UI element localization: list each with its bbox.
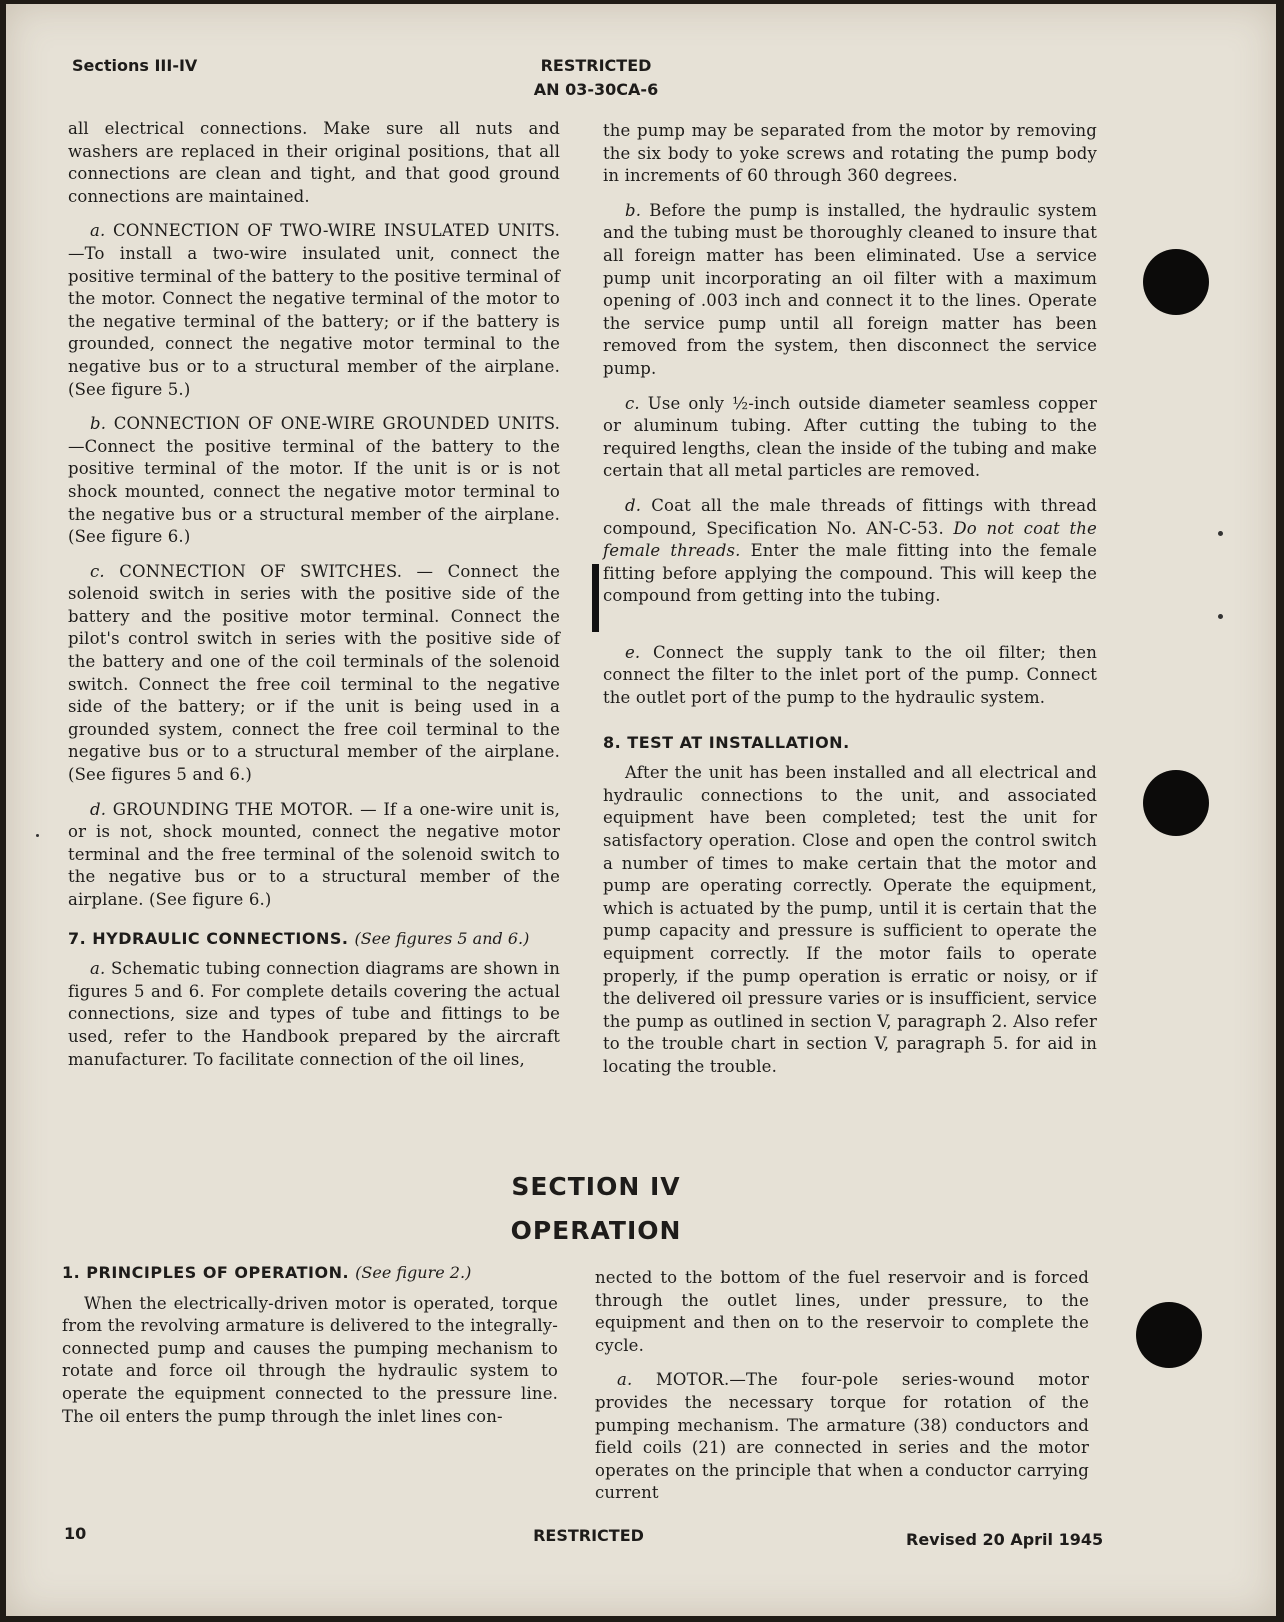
paragraph-warning: Do not coat the female threads. — [603, 518, 1097, 561]
paragraph-text: CONNECTION OF ONE-WIRE GROUNDED UNITS.—Connect the positive terminal of the battery to the positive terminal of the motor. If the unit is or is not shock mounted, connect the negative motor terminal to the negative bus or a structural member of the airplane. (See figure 6.) — [68, 414, 560, 547]
heading-principles-of-operation — [62, 1262, 558, 1285]
heading-reference: (See figures 5 and 6.) — [354, 928, 530, 948]
paragraph-text: GROUNDING THE MOTOR. — If a one-wire unit is, or is not, shock mounted, connect the negative motor terminal and the free terminal of the solenoid switch to the negative bus or to a structural member of the airplane. (See figure 6.) — [68, 799, 560, 909]
paragraph-7e — [603, 642, 1097, 710]
paragraph-continued: the pump may be separated from the motor by removing the six body to yoke screws and rotating the pump body in increments of 60 through 360 degrees. — [603, 121, 1097, 186]
heading-title: 1. PRINCIPLES OF OPERATION. — [62, 1263, 350, 1282]
paragraph-text: MOTOR.—The four-pole series-wound motor provides the necessary torque for rotation of the pumping mechanism. The armature (38) conductors and field coils (21) are connected in series and the motor operates on the principle that when a conductor carrying current — [595, 1370, 1089, 1503]
paragraph-letter: d. — [625, 495, 642, 515]
document-page — [6, 4, 1276, 1616]
paragraph-7c — [603, 393, 1097, 483]
binder-hole — [1136, 1302, 1202, 1368]
paragraph-text: Before the pump is installed, the hydraulic system and the tubing must be thoroughly cleaned to insure that all foreign matter has been eliminated. Use a service pump unit incorporating an oil filter with a maximum opening of .003 inch and connect it to the lines. Operate the service pump until all foreign matter has been removed from the system, then disconnect the service pump. — [603, 200, 1097, 378]
paragraph-text: CONNECTION OF TWO-WIRE INSULATED UNITS.—To install a two-wire insulated unit, connect the positive terminal of the battery to the positive terminal of the motor. Connect the negative terminal of the motor to the negative terminal of the battery; or if the battery is grounded, connect the negative motor terminal to the negative bus or to a structural member of the airplane. (See figure 5.) — [68, 221, 560, 399]
binder-hole — [1143, 249, 1209, 315]
paragraph-text: Schematic tubing connection diagrams are shown in figures 5 and 6. For complete details covering the actual connections, size and types of tube and fittings to be used, refer to the Handbook prepared by the aircraft manufacturer. To facilitate connection of the oil lines, — [68, 959, 560, 1069]
column-2 — [603, 120, 1097, 1091]
paragraph-1a — [595, 1369, 1089, 1505]
classification-label-footer: RESTRICTED — [533, 1526, 644, 1545]
ink-speck — [36, 834, 39, 837]
paragraph-letter: c. — [625, 393, 640, 413]
revision-change-bar — [592, 564, 599, 632]
paragraph-letter: b. — [90, 414, 107, 434]
ink-speck — [1218, 531, 1223, 536]
paragraph-text: CONNECTION OF SWITCHES. — Connect the solenoid switch in series with the positive side of the battery and the positive motor terminal. Connect the pilot's control switch in series with the positive side of the battery and one of the coil terminals of the solenoid switch. Connect the free coil terminal to the negative side of the battery; or if the unit is being used in a grounded system, connect the free coil terminal to the negative bus or to a structural member of the airplane. (See figures 5 and 6.) — [68, 561, 560, 785]
column-1 — [68, 118, 560, 1083]
paragraph-letter: b. — [625, 200, 642, 220]
document-number: AN 03-30CA-6 — [533, 80, 659, 99]
heading-reference: (See figure 2.) — [355, 1263, 472, 1282]
section-number: SECTION IV — [511, 1172, 681, 1201]
heading-title: 7. HYDRAULIC CONNECTIONS. — [68, 928, 349, 948]
paragraph-8: After the unit has been installed and all electrical and hydraulic connections to the unit, and associated equipment have been completed; test the unit for satisfactory operation. Close and open the control switch a number of times to make certain that the motor and pump are operating correctly. Operate the equipment, which is actuated by the pump, until it is certain that the pump capacity and pressure is sufficient to operate the equipment correctly. If the motor fails to operate properly, if the pump operation is erratic or noisy, or if the delivered oil pressure varies or is insufficient, service the pump as outlined in section V, paragraph 2. Also refer to the trouble chart in section V, paragraph 5. for aid in locating the trouble. — [603, 763, 1097, 1076]
paragraph-text: Enter the male fitting into the female fitting before applying the compound. This will keep the compound from getting into the tubing. — [603, 541, 1097, 606]
paragraph-text: Use only ½-inch outside diameter seamless copper or aluminum tubing. After cutting the tubing to the required lengths, clean the inside of the tubing and make certain that all metal particles are removed. — [603, 393, 1097, 481]
paragraph-continued: nected to the bottom of the fuel reservoir and is forced through the outlet lines, under pressure, to the equipment and then on to the reservoir to complete the cycle. — [595, 1268, 1089, 1355]
paragraph-7b — [603, 200, 1097, 381]
column-4 — [595, 1267, 1089, 1517]
heading-test-at-installation: 8. TEST AT INSTALLATION. — [603, 732, 850, 752]
paragraph-7a — [68, 958, 560, 1071]
paragraph-text: Coat all the male threads of fittings with thread compound, Specification No. AN-C-53. — [603, 495, 1097, 538]
paragraph-letter: a. — [617, 1370, 633, 1390]
paragraph-text: Connect the supply tank to the oil filter; then connect the filter to the inlet port of the pump. Connect the outlet port of the pump to the hydraulic system. — [603, 642, 1097, 708]
column-3 — [62, 1262, 558, 1440]
paragraph-letter: c. — [90, 561, 105, 581]
section-range-label: Sections III-IV — [72, 56, 198, 75]
paragraph-6d — [68, 799, 560, 912]
paragraph-6b — [68, 413, 560, 549]
revision-date: Revised 20 April 1945 — [906, 1530, 1104, 1549]
heading-hydraulic-connections — [68, 928, 560, 951]
page-header — [6, 54, 1186, 102]
ink-speck — [1218, 614, 1223, 619]
classification-label: RESTRICTED — [540, 56, 652, 75]
paragraph-letter: a. — [90, 221, 106, 241]
section-title: OPERATION — [510, 1216, 682, 1245]
paragraph-letter: d. — [90, 799, 107, 819]
paragraph-letter: e. — [625, 642, 641, 662]
paragraph-6a — [68, 220, 560, 401]
paragraph-letter: a. — [90, 959, 106, 979]
page-number: 10 — [64, 1524, 87, 1543]
paragraph-6c — [68, 561, 560, 787]
paragraph-1: When the electrically-driven motor is operated, torque from the revolving armature is delivered to the integrally-connected pump and causes the pumping mechanism to rotate and force oil through the hydraulic system to operate the equipment connected to the pressure line. The oil enters the pump through the inlet lines con- — [62, 1293, 558, 1426]
paragraph-7d — [603, 495, 1097, 608]
binder-hole — [1143, 770, 1209, 836]
paragraph-continued: all electrical connections. Make sure all nuts and washers are replaced in their original positions, that all connections are clean and tight, and that good ground connections are maintained. — [68, 119, 560, 206]
